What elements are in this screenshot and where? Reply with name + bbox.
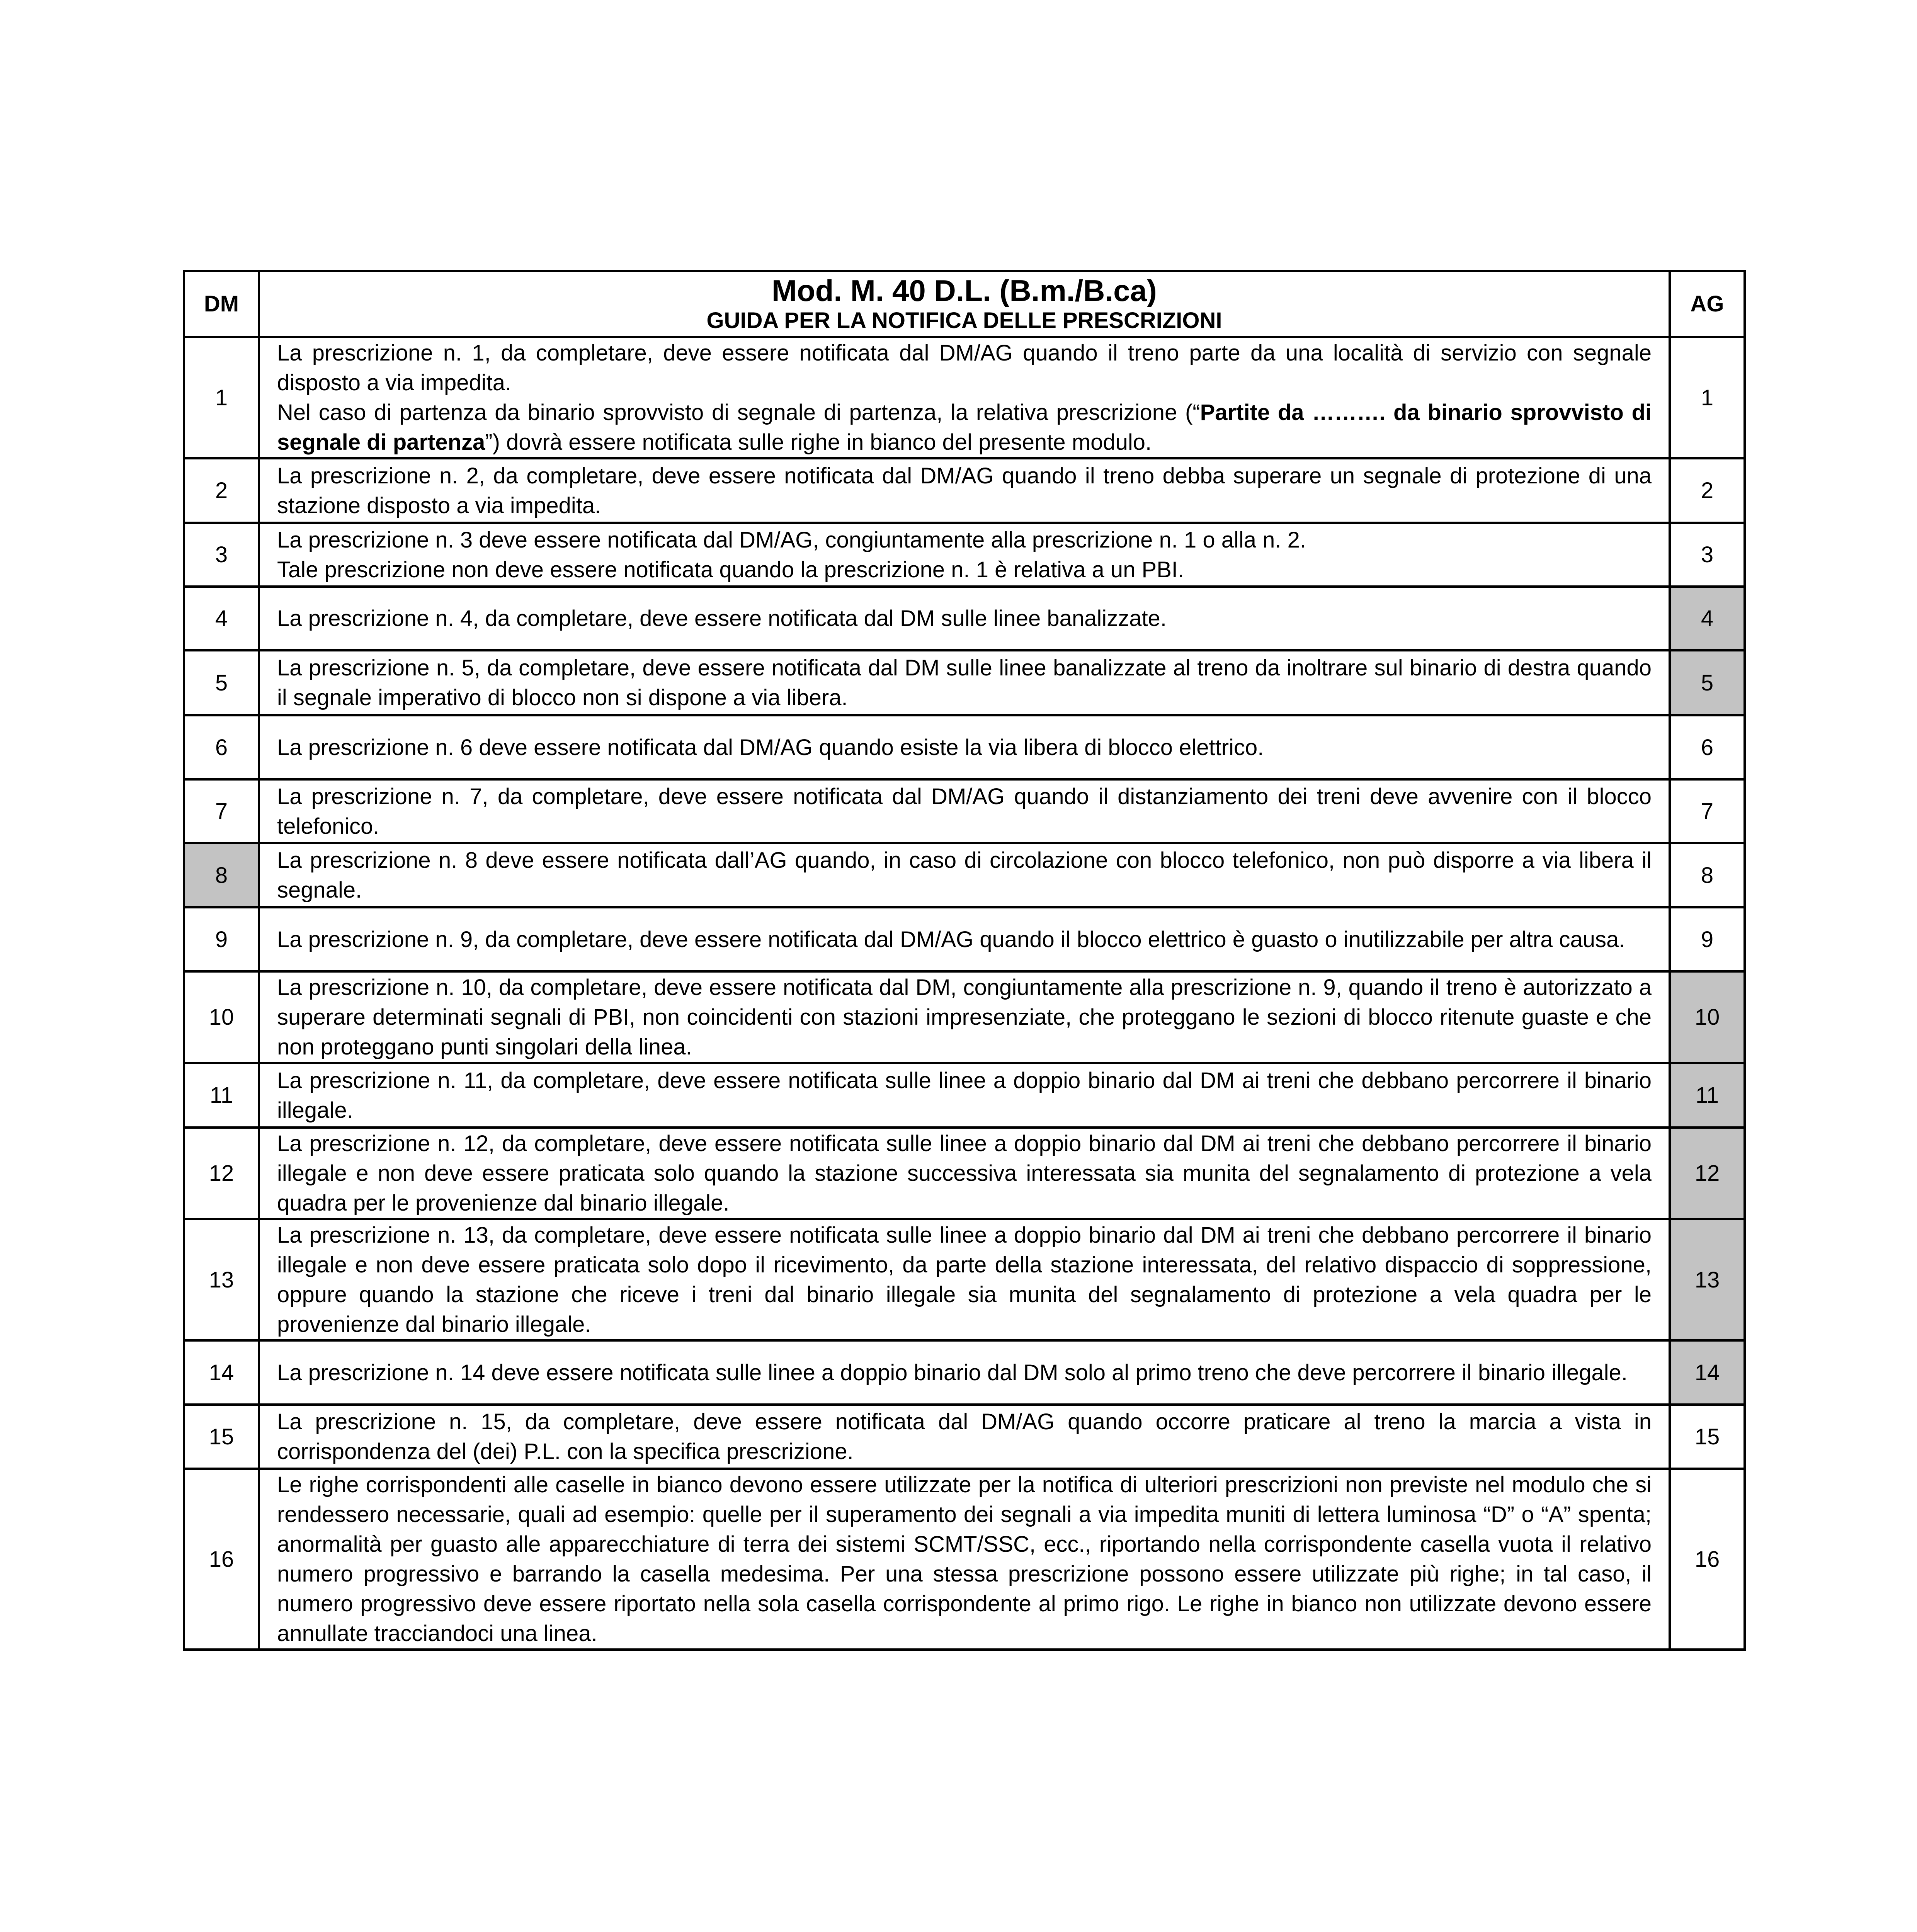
header-ag-label: AG: [1670, 271, 1745, 337]
dm-number: 14: [184, 1340, 259, 1405]
table-row: [184, 458, 1745, 523]
dm-number: 12: [184, 1128, 259, 1219]
paragraph-part: Nel caso di partenza da binario sprovvisto di segnale di partenza, la relativa prescrizione (“: [277, 400, 1200, 425]
prescription-text: La prescrizione n. 10, da completare, deve essere notificata dal DM, congiuntamente alla prescrizione n. 9, quando il treno è autorizzato a superare determinati segnali di PBI, non coincidenti con stazioni impresenziate, che proteggano le sezioni di blocco ritenute guaste e che non proteggano punti singolari della linea.: [259, 971, 1670, 1063]
ag-number: 7: [1670, 779, 1745, 843]
prescription-paragraph: Tale prescrizione non deve essere notificata quando la prescrizione n. 1 è relativa a un PBI.: [277, 557, 1184, 582]
form-subtitle: GUIDA PER LA NOTIFICA DELLE PRESCRIZIONI: [706, 308, 1222, 333]
ag-number: 5: [1670, 650, 1745, 715]
bold-prescription-example: Partite da ………. da binario sprovvisto di segnale di partenza: [277, 400, 1652, 455]
dm-number: 5: [184, 650, 259, 715]
prescriptions-guide-table: [183, 270, 1746, 1651]
dm-number: 10: [184, 971, 259, 1063]
ag-number: 9: [1670, 907, 1745, 971]
prescription-text: La prescrizione n. 14 deve essere notificata sulle linee a doppio binario dal DM solo al primo treno che deve percorrere il binario illegale.: [259, 1340, 1670, 1405]
ag-number: 10: [1670, 971, 1745, 1063]
table-row: [184, 715, 1745, 779]
prescription-text: La prescrizione n. 7, da completare, deve essere notificata dal DM/AG quando il distanziamento dei treni deve avvenire con il blocco telefonico.: [259, 779, 1670, 843]
dm-number: 6: [184, 715, 259, 779]
ag-number: 6: [1670, 715, 1745, 779]
header-dm-label: DM: [184, 271, 259, 337]
prescription-text: Le righe corrispondenti alle caselle in bianco devono essere utilizzate per la notifica di ulteriori prescrizioni non previste nel modulo che si rendessero necessarie, quali ad esempio: quelle per il superamento dei segnali a via impedita muniti di lettera luminosa “D” o “A” spenta; anormalità per guasto alle apparecchiature di terra dei sistemi SCMT/SSC, ecc., riportando nella corrispondente casella vuota il relativo numero progressivo e barrando la casella medesima. Per una stessa prescrizione possono essere utilizzate più righe; in tal caso, il numero progressivo deve essere riportato nella sola casella corrispondente al primo rigo. Le righe in bianco non utilizzate devono essere annullate tracciandoci una linea.: [259, 1469, 1670, 1650]
ag-number: 4: [1670, 587, 1745, 650]
ag-number: 15: [1670, 1405, 1745, 1469]
dm-number: 3: [184, 523, 259, 587]
ag-number: 3: [1670, 523, 1745, 587]
ag-number: 8: [1670, 843, 1745, 907]
ag-number: 2: [1670, 458, 1745, 523]
dm-number: 11: [184, 1063, 259, 1128]
prescription-text: La prescrizione n. 9, da completare, deve essere notificata dal DM/AG quando il blocco elettrico è guasto o inutilizzabile per altra causa.: [259, 907, 1670, 971]
prescription-text: La prescrizione n. 13, da completare, deve essere notificata sulle linee a doppio binario dal DM ai treni che debbano percorrere il binario illegale e non deve essere praticata solo dopo il ricevimento, da parte della stazione interessata, del relativo dispaccio di soppressione, oppure quando la stazione che riceve i treni dal binario illegale sia munita del segnalamento di protezione a vela quadra per le provenienze dal binario illegale.: [259, 1219, 1670, 1340]
table-row: [184, 337, 1745, 458]
dm-number: 15: [184, 1405, 259, 1469]
dm-number: 1: [184, 337, 259, 458]
table-row: [184, 779, 1745, 843]
dm-number: 4: [184, 587, 259, 650]
form-title: Mod. M. 40 D.L. (B.m./B.ca): [772, 273, 1157, 308]
ag-number: 16: [1670, 1469, 1745, 1650]
ag-number: 14: [1670, 1340, 1745, 1405]
dm-number: 13: [184, 1219, 259, 1340]
table-row: [184, 1405, 1745, 1469]
prescription-text: La prescrizione n. 8 deve essere notificata dall’AG quando, in caso di circolazione con blocco telefonico, non può disporre a via libera il segnale.: [259, 843, 1670, 907]
table-row: [184, 587, 1745, 650]
prescription-paragraph: La prescrizione n. 3 deve essere notificata dal DM/AG, congiuntamente alla prescrizione n. 1 o alla n. 2.: [277, 527, 1306, 553]
prescription-text: La prescrizione n. 4, da completare, deve essere notificata dal DM sulle linee banalizzate.: [259, 587, 1670, 650]
prescription-text: La prescrizione n. 2, da completare, deve essere notificata dal DM/AG quando il treno debba superare un segnale di protezione di una stazione disposto a via impedita.: [259, 458, 1670, 523]
paragraph-part: ”) dovrà essere notificata sulle righe in bianco del presente modulo.: [485, 430, 1152, 455]
table-row: [184, 1128, 1745, 1219]
table-row: [184, 1219, 1745, 1340]
table-row: [184, 907, 1745, 971]
prescription-text: La prescrizione n. 15, da completare, deve essere notificata dal DM/AG quando occorre praticare al treno la marcia a vista in corrispondenza del (dei) P.L. con la specifica prescrizione.: [259, 1405, 1670, 1469]
ag-number: 12: [1670, 1128, 1745, 1219]
header-title-cell: [259, 271, 1670, 337]
prescription-text: [259, 337, 1670, 458]
prescription-paragraph: [277, 398, 1652, 457]
dm-number: 16: [184, 1469, 259, 1650]
ag-number: 11: [1670, 1063, 1745, 1128]
table-row: [184, 650, 1745, 715]
table-row: [184, 1469, 1745, 1650]
dm-number: 8: [184, 843, 259, 907]
prescription-text: La prescrizione n. 5, da completare, deve essere notificata dal DM sulle linee banalizzate al treno da inoltrare sul binario di destra quando il segnale imperativo di blocco non si dispone a via libera.: [259, 650, 1670, 715]
prescription-text: La prescrizione n. 6 deve essere notificata dal DM/AG quando esiste la via libera di blocco elettrico.: [259, 715, 1670, 779]
prescription-text: La prescrizione n. 12, da completare, deve essere notificata sulle linee a doppio binario dal DM ai treni che debbano percorrere il binario illegale e non deve essere praticata solo quando la stazione successiva interessata sia munita del segnalamento di protezione a vela quadra per le provenienze dal binario illegale.: [259, 1128, 1670, 1219]
dm-number: 2: [184, 458, 259, 523]
table-row: [184, 971, 1745, 1063]
table-row: [184, 843, 1745, 907]
prescription-text: [259, 523, 1670, 587]
dm-number: 9: [184, 907, 259, 971]
table-header-row: [184, 271, 1745, 337]
ag-number: 1: [1670, 337, 1745, 458]
table-row: [184, 523, 1745, 587]
table-row: [184, 1340, 1745, 1405]
prescription-text: La prescrizione n. 11, da completare, deve essere notificata sulle linee a doppio binario dal DM ai treni che debbano percorrere il binario illegale.: [259, 1063, 1670, 1128]
dm-number: 7: [184, 779, 259, 843]
ag-number: 13: [1670, 1219, 1745, 1340]
prescription-paragraph: La prescrizione n. 1, da completare, deve essere notificata dal DM/AG quando il treno parte da una località di servizio con segnale disposto a via impedita.: [277, 340, 1652, 395]
table-row: [184, 1063, 1745, 1128]
